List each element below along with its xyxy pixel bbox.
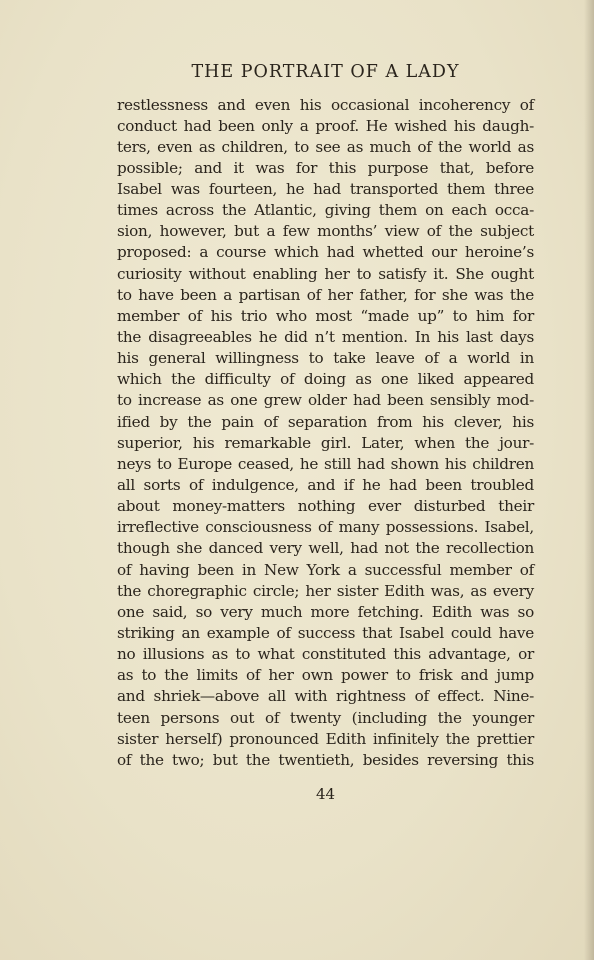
text-line: proposed: a course which had whetted our heroine’s: [117, 243, 534, 262]
text-line: ters, even as children, to see as much of the world as: [117, 137, 534, 156]
text-line: of having been in New York a successful member of: [117, 560, 534, 579]
text-line: the choregraphic circle; her sister Edith was, as every: [117, 581, 534, 600]
text-line: sion, however, but a few months’ view of the subject: [117, 222, 534, 241]
text-line: about money-matters nothing ever disturbed their: [117, 497, 534, 516]
text-line: of the two; but the twentieth, besides reversing this: [117, 750, 534, 769]
text-line: curiosity without enabling her to satisfy it. She ought: [117, 264, 534, 283]
text-line: times across the Atlantic, giving them on each occa-: [117, 201, 534, 220]
text-line: striking an example of success that Isabel could have: [117, 624, 534, 643]
text-line: ified by the pain of separation from his clever, his: [117, 412, 534, 431]
text-line: as to the limits of her own power to frisk and jump: [117, 666, 534, 685]
text-line: the disagreeables he did n’t mention. In his last days: [117, 328, 534, 347]
text-line: to increase as one grew older had been sensibly mod-: [117, 391, 534, 410]
body-text: [117, 95, 534, 772]
text-line: irreflective consciousness of many possessions. Isabel,: [117, 518, 534, 537]
text-line: his general willingness to take leave of a world in: [117, 349, 534, 368]
text-line: to have been a partisan of her father, for she was the: [117, 285, 534, 304]
text-line: and shriek—above all with rightness of effect. Nine-: [117, 687, 534, 706]
text-line: conduct had been only a proof. He wished his daugh-: [117, 116, 534, 135]
text-line: sister herself) pronounced Edith infinitely the prettier: [117, 729, 534, 748]
text-line: no illusions as to what constituted this advantage, or: [117, 645, 534, 664]
text-line: superior, his remarkable girl. Later, when the jour-: [117, 433, 534, 452]
text-line: one said, so very much more fetching. Edith was so: [117, 602, 534, 621]
text-line: all sorts of indulgence, and if he had been troubled: [117, 476, 534, 495]
text-line: possible; and it was for this purpose that, before: [117, 158, 534, 177]
page-edge-shadow: [584, 0, 594, 960]
text-line: teen persons out of twenty (including the younger: [117, 708, 534, 727]
text-line: Isabel was fourteen, he had transported them three: [117, 180, 534, 199]
text-line: neys to Europe ceased, he still had shown his children: [117, 454, 534, 473]
page-number: 44: [315, 785, 336, 803]
text-line: member of his trio who most “made up” to him for: [117, 306, 534, 325]
text-line: which the difficulty of doing as one liked appeared: [117, 370, 534, 389]
text-line: though she danced very well, had not the recollection: [117, 539, 534, 558]
text-line: restlessness and even his occasional incoherency of: [117, 95, 534, 114]
running-head: THE PORTRAIT OF A LADY: [191, 62, 460, 82]
